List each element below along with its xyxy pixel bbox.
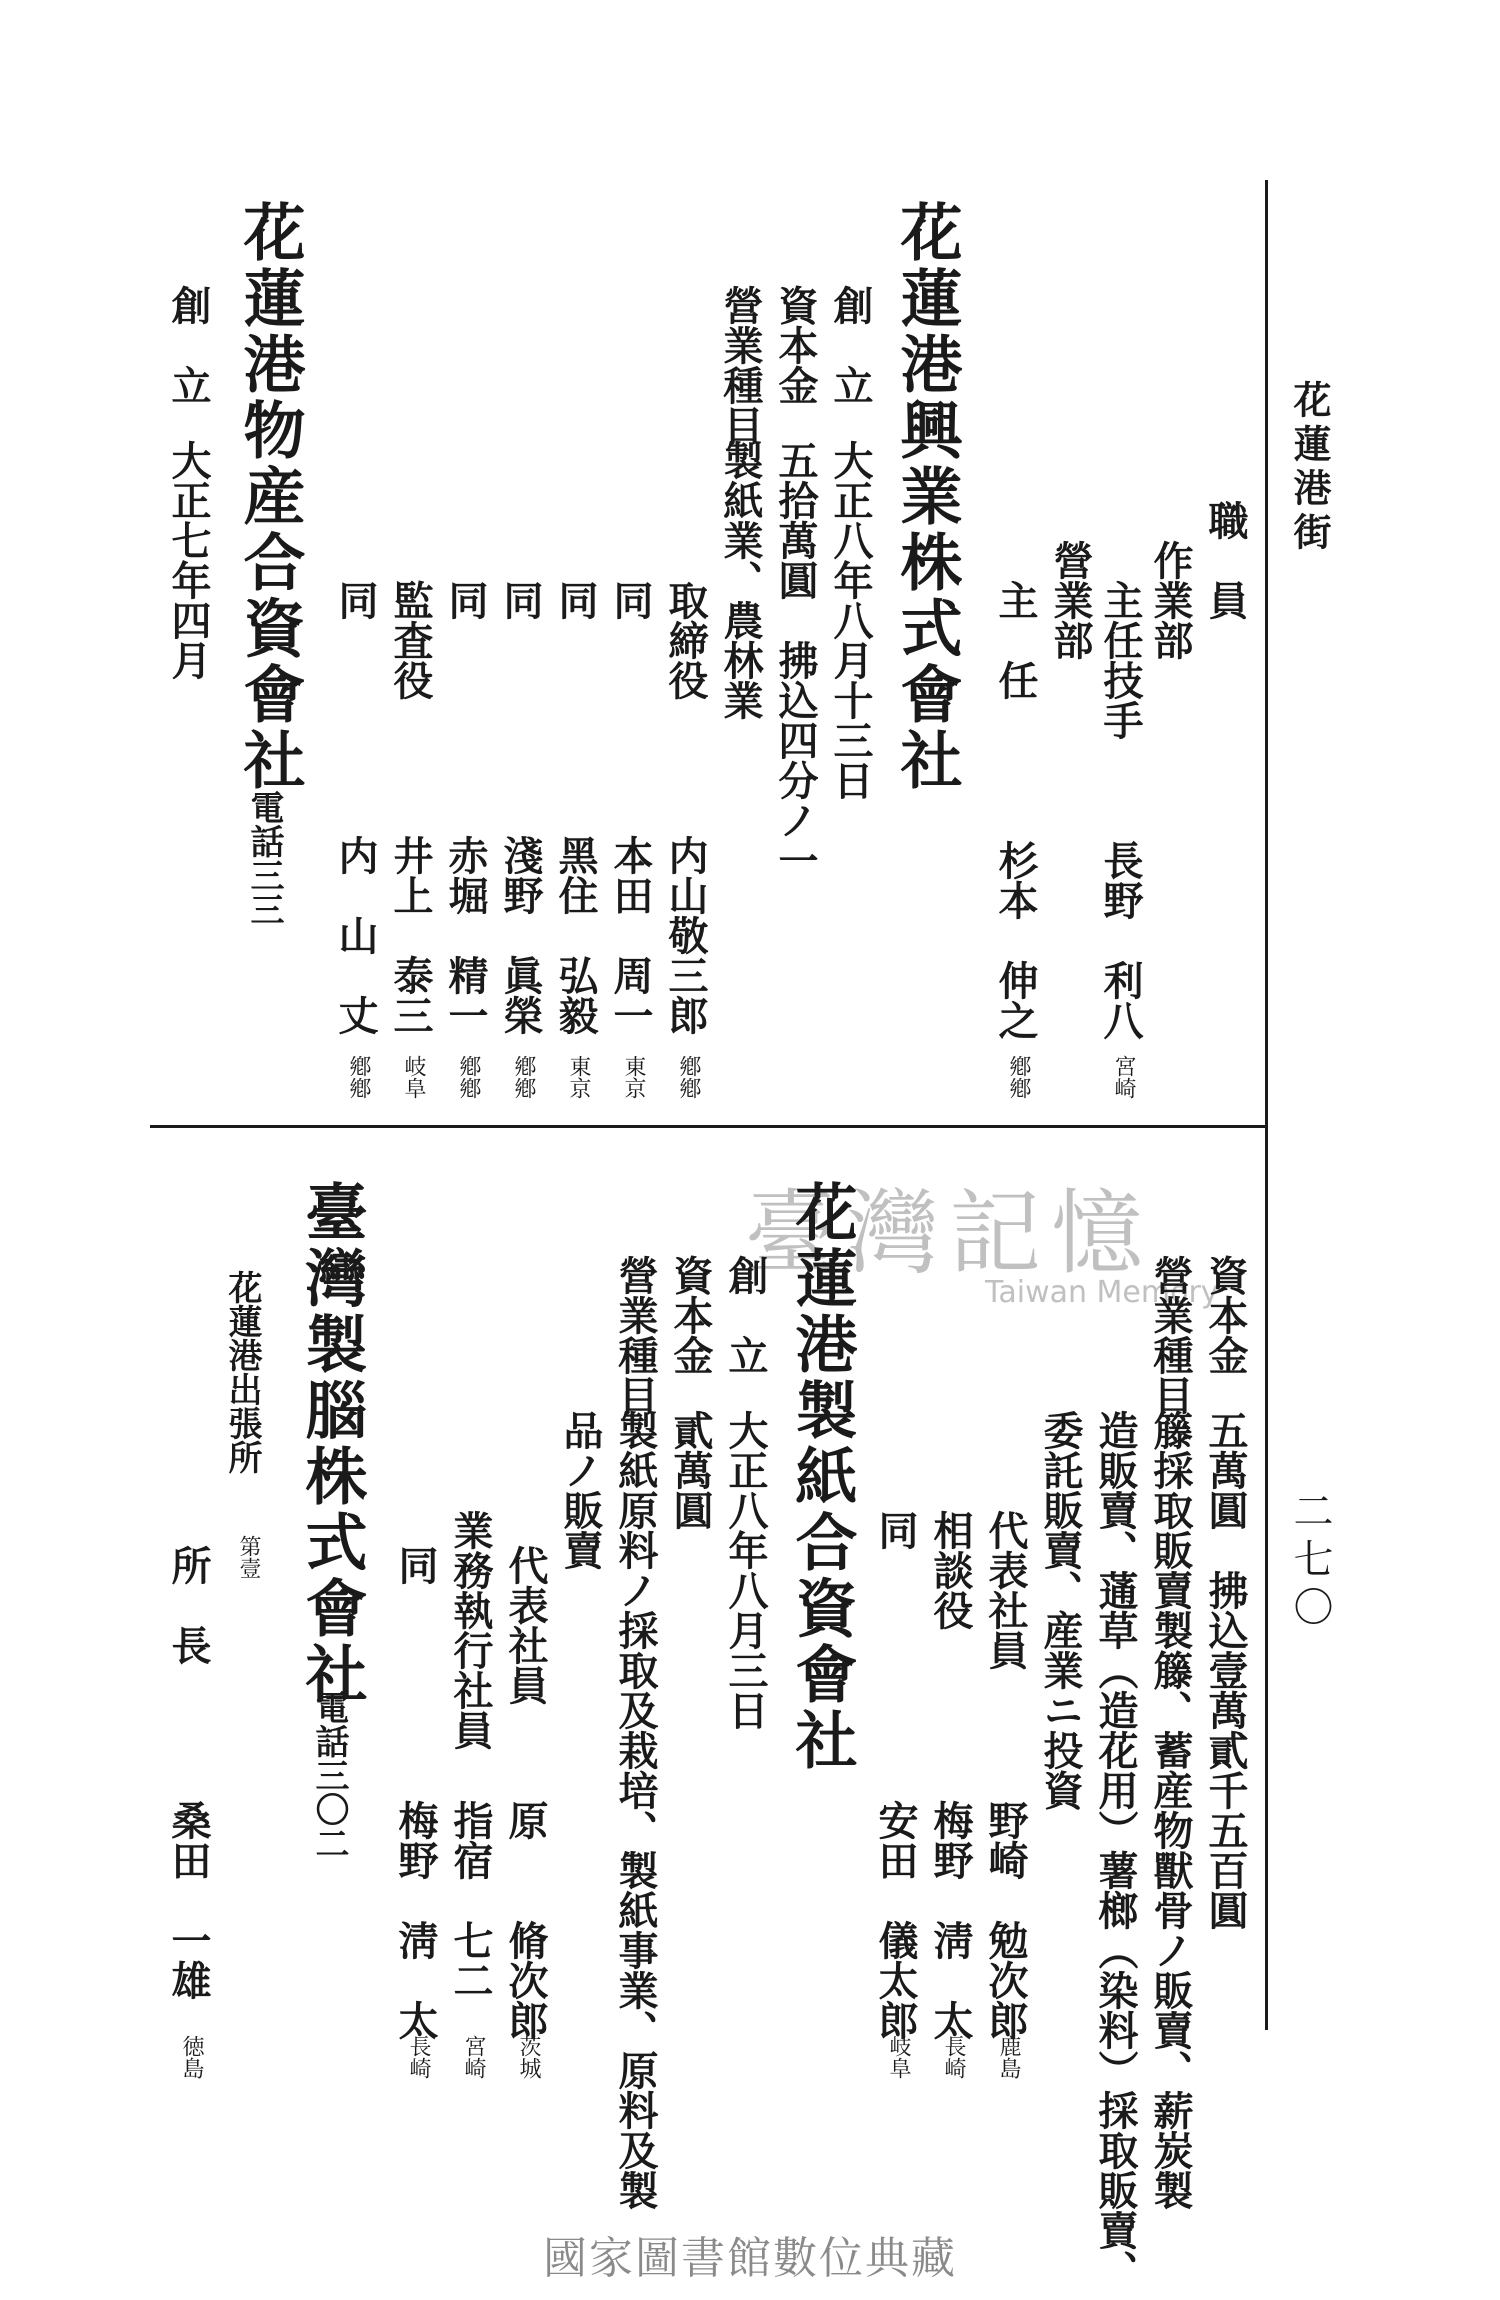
page-number: 二七〇 (1287, 1490, 1333, 1634)
seino-phone: 電話三〇二 (309, 1690, 349, 1860)
kogyo-officer-role: 同 (552, 580, 599, 620)
bussan-officer-origin: 岐阜 (886, 2035, 911, 2079)
kogyo-officer-origin: 東京 (621, 1055, 646, 1099)
seishi-founded-label: 創 立 (722, 1255, 769, 1375)
kogyo-business: 製紙業、農林業 (717, 440, 764, 720)
seishi-capital-label: 資本金 (667, 1255, 714, 1375)
kogyo-officer-name: 黑住 弘毅 (552, 835, 599, 1035)
company-seishi-name: 花蓮港製紙合資會社 (785, 1180, 858, 1774)
dept-eigyo: 營業部 (1047, 540, 1094, 660)
kogyo-officer-role: 取締役 (662, 580, 709, 700)
bussan-officer-name: 梅野 淸 太 (927, 1800, 974, 2040)
dept-sakugyo: 作業部 (1147, 540, 1194, 660)
watermark-logo: 臺灣記憶 (745, 1180, 1154, 1287)
bussan-capital: 五萬圓 拂込壹萬貳千五百圓 (1202, 1410, 1249, 1930)
header-rule (1265, 180, 1268, 2030)
kogyo-capital: 五拾萬圓 拂込四分ノ一 (772, 440, 819, 880)
kogyo-business-label: 營業種目 (717, 285, 764, 445)
running-title: 花蓮港街 (1287, 380, 1332, 556)
person-nagano: 長野 利八 (1097, 840, 1144, 1040)
role-shunin-gishu: 主任技手 (1097, 580, 1144, 740)
kogyo-officer-role: 同 (332, 580, 379, 620)
kogyo-officer-role: 同 (442, 580, 489, 620)
role-shunin: 主 任 (992, 580, 1039, 700)
bussan-officer-origin: 鹿島 (996, 2035, 1021, 2079)
company-kogyo-name: 花蓮港興業株式會社 (890, 200, 963, 794)
watermark-subtitle: Taiwan Memory (985, 1275, 1219, 1310)
kogyo-officer-origin: 東京 (566, 1055, 591, 1099)
seishi-capital: 貳萬圓 (667, 1410, 714, 1530)
horizontal-divider (150, 1125, 1268, 1128)
seishi-founded: 大正八年八月三日 (722, 1410, 769, 1730)
footer-library-credit: 國家圖書館數位典藏 (543, 2233, 957, 2284)
bussan-phone: 電話三三 (244, 790, 284, 926)
bussan-business-line: 委託販賣、産業ニ投資 (1037, 1410, 1084, 1810)
kogyo-officer-name: 内山敬三郎 (662, 835, 709, 1035)
person-sugimoto: 杉本 伸之 (992, 840, 1039, 1040)
seishi-officer-origin: 茨城 (516, 2035, 541, 2079)
seino-branch-note: 第壹 (236, 1535, 261, 1579)
kogyo-officer-name: 淺野 眞榮 (497, 835, 544, 1035)
bussan-officer-origin: 長崎 (941, 2035, 966, 2079)
kogyo-officer-role: 監査役 (387, 580, 434, 700)
bussan-business-label: 營業種目 (1147, 1255, 1194, 1415)
seishi-business-label: 營業種目 (612, 1255, 659, 1415)
kogyo-officer-origin: 鄕鄕 (346, 1055, 371, 1099)
kogyo-officer-name: 本田 周一 (607, 835, 654, 1035)
seishi-officer-origin: 宮崎 (461, 2035, 486, 2079)
bussan-officer-role: 相談役 (927, 1510, 974, 1630)
bussan-capital-label: 資本金 (1202, 1255, 1249, 1375)
kogyo-officer-origin: 鄕鄕 (676, 1055, 701, 1099)
seino-manager-origin: 徳島 (179, 2035, 204, 2079)
seishi-business-line: 品ノ販賣 (557, 1410, 604, 1570)
bussan-business-line: 造販賣、蓪草（造花用）薯榔（染料）採取販賣、 (1092, 1410, 1139, 2290)
seishi-officer-role: 代表社員 (502, 1545, 549, 1705)
company-seino-name: 臺灣製腦株式會社 (295, 1180, 368, 1708)
bussan-officer-role: 代表社員 (982, 1510, 1029, 1670)
bussan-officer-role: 同 (872, 1510, 919, 1550)
bussan-founded-label: 創 立 (165, 285, 212, 405)
seishi-officer-origin: 長崎 (406, 2035, 431, 2079)
company-bussan-name: 花蓮港物産合資會社 (233, 200, 306, 794)
seishi-officer-name: 指宿 七二 (447, 1800, 494, 2000)
seino-manager-role: 所 長 (165, 1545, 212, 1665)
bussan-officer-name: 野崎 勉次郎 (982, 1800, 1029, 2040)
kogyo-officer-role: 同 (497, 580, 544, 620)
bussan-founded: 大正七年四月 (165, 440, 212, 680)
kogyo-founded: 大正八年八月十三日 (827, 440, 874, 800)
kogyo-officer-origin: 岐阜 (401, 1055, 426, 1099)
kogyo-capital-label: 資本金 (772, 285, 819, 405)
seishi-officer-name: 梅野 淸 太 (392, 1800, 439, 2040)
kogyo-officer-origin: 鄕鄕 (511, 1055, 536, 1099)
bussan-officer-name: 安田 儀太郎 (872, 1800, 919, 2040)
seishi-officer-role: 同 (392, 1545, 439, 1585)
kogyo-officer-name: 内 山 丈 (332, 835, 379, 1035)
seishi-business-line: 製紙原料ノ採取及栽培、製紙事業、原料及製 (612, 1410, 659, 2210)
kogyo-officer-origin: 鄕鄕 (456, 1055, 481, 1099)
seino-manager-name: 桑田 一雄 (165, 1800, 212, 2000)
origin-sugimoto: 鄕鄕 (1006, 1055, 1031, 1099)
kogyo-officer-name: 井上 泰三 (387, 835, 434, 1035)
staff-heading: 職 員 (1202, 500, 1249, 620)
origin-nagano: 宮崎 (1111, 1055, 1136, 1099)
bussan-business-line: 籐採取販賣製籐、蓄産物獸骨ノ販賣、薪炭製 (1147, 1410, 1194, 2210)
kogyo-officer-name: 赤堀 精一 (442, 835, 489, 1035)
kogyo-founded-label: 創 立 (827, 285, 874, 405)
kogyo-officer-role: 同 (607, 580, 654, 620)
seishi-officer-name: 原 脩次郎 (502, 1800, 549, 2040)
seino-branch: 花蓮港出張所 (222, 1270, 262, 1474)
seishi-officer-role: 業務執行社員 (447, 1510, 494, 1750)
